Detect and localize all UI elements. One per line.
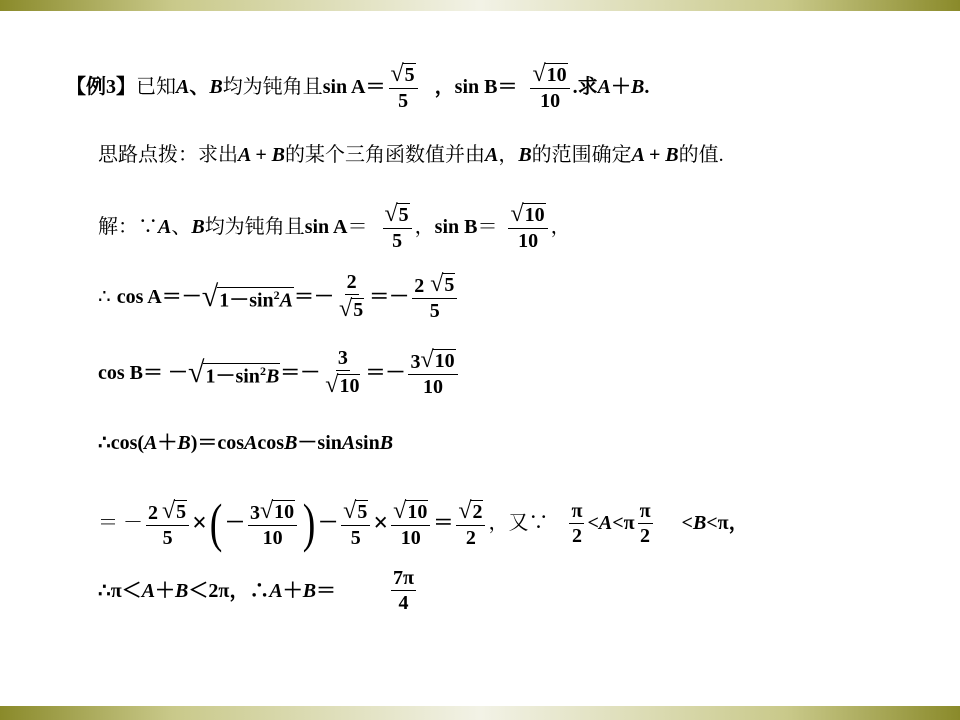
bottom-decorative-band (0, 706, 960, 720)
fraction-pi-over-2: $\frac{\pi}{2}$ (571, 499, 583, 547)
cos-sum-formula: ∴cos( A ＋ B )＝cos A cos B －sin A sin B (98, 432, 394, 454)
fraction-sqrt10-over-10: √ 10 10 (391, 499, 430, 548)
top-decorative-band (0, 0, 960, 11)
example-statement: 【例3】 已知 A 、 B 均为钝角且 sin A ＝ √ 5 5 ， sin B ＝ √ 10 10 .求 A ＋ B . (66, 61, 650, 112)
fraction-sqrt10-over-10: √ 10 10 (508, 202, 547, 251)
fraction-3sqrt10-over-10: 3 √ 10 10 (248, 499, 297, 548)
hint-line: 思路点拨：求出 A + B 的某个三角函数值并由 A ， B 的范围确定 A + B 的值. (98, 144, 724, 166)
fraction-pi-over-2: $\frac{\pi}{2}$ (639, 499, 651, 547)
fraction-2sqrt5-over-5: 2 √ 5 5 (412, 272, 457, 321)
fraction-sqrt10-over-10: √ 10 10 (530, 62, 569, 111)
cos-sum-evaluation: ＝ － 2 √ 5 5 × ( － 3 √ 10 10 ) － √ 5 5 × √ 10 10 ＝ √ 2 2 ，又∵ $\frac{\pi}{2}$ < A <π $\frac{\pi}{2}$ < B <π， (98, 493, 749, 553)
sqrt-one-minus-sin2b: √ $1-\sin^2B$ (188, 355, 280, 389)
sqrt-one-minus-sin2a: √ $1-\sin^2A$ (201, 279, 294, 313)
fraction-3sqrt10-over-10: 3 √ 10 10 (408, 348, 457, 397)
cos-a-derivation: ∴ cos A ＝－ √ $1-\sin^2A$ ＝－ 2 √ 5 ＝－ 2 √ 5 5 (98, 272, 460, 321)
cos-b-derivation: cos B ＝ － √ $1-\sin^2B$ ＝－ 3 √ 10 ＝－ 3 √ 10 10 (98, 348, 461, 397)
solution-given: 解：∵ A 、 B 均为钝角且 sin A ＝ √ 5 5 ， sin B ＝ √ 10 10 ， (98, 201, 571, 252)
fraction-2-over-sqrt5: 2 √ 5 (339, 271, 364, 322)
fraction-sqrt5-over-5: √ 5 5 (383, 202, 412, 251)
fraction-sqrt2-over-2: √ 2 2 (456, 499, 485, 548)
fraction-7pi-over-4: $\frac{7\pi}{4}$ (393, 567, 414, 614)
example-label: 【例3】 (66, 75, 136, 98)
fraction-3-over-sqrt10: 3 √ 10 (325, 347, 360, 398)
fraction-sqrt5-over-5: √ 5 5 (389, 62, 418, 111)
fraction-sqrt5-over-5: √ 5 5 (341, 499, 370, 548)
fraction-2sqrt5-over-5: 2 √ 5 5 (146, 499, 189, 548)
final-answer: ∴π＜ A ＋ B ＜2π，∴ A ＋ B ＝ $\frac{7\pi}{4}$ (98, 567, 414, 614)
